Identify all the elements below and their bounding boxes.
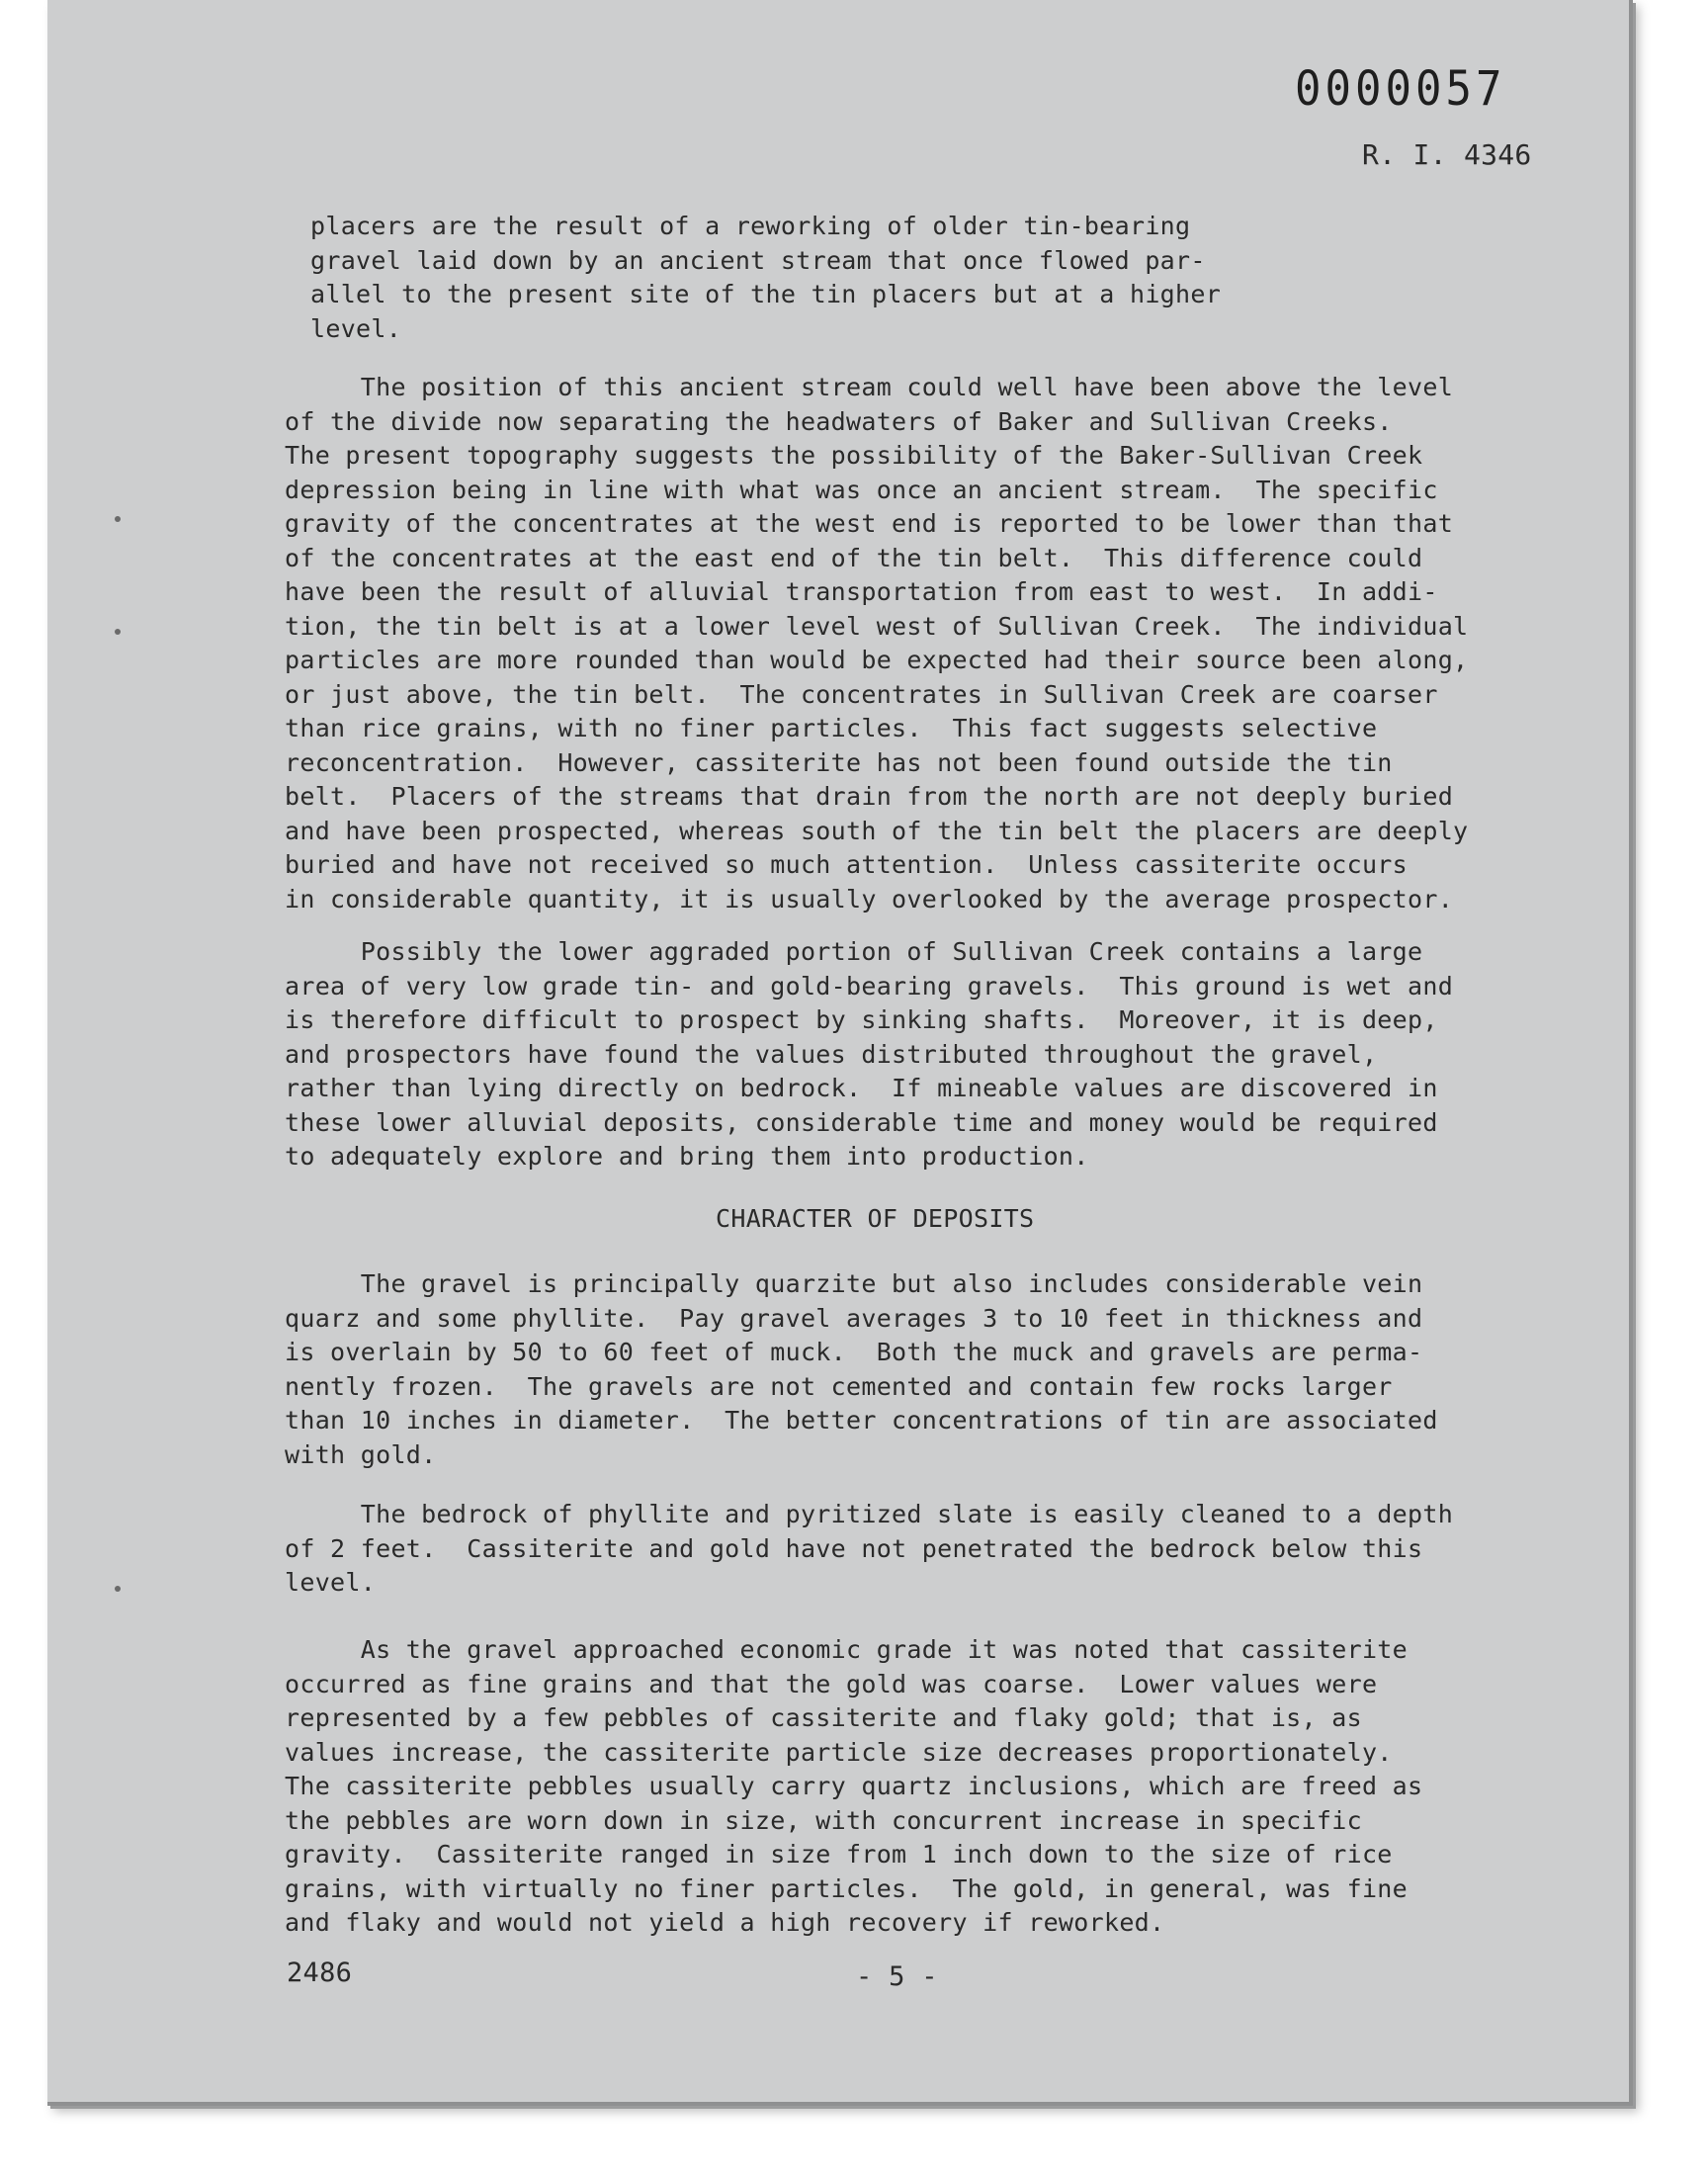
text-line: in considerable quantity, it is usually overlooked by the average prospector. — [285, 884, 1454, 914]
punch-mark — [115, 516, 121, 522]
text-line: The cassiterite pebbles usually carry quartz inclusions, which are freed as — [285, 1772, 1423, 1800]
paragraph-2 — [285, 371, 1609, 916]
text-line: values increase, the cassiterite particle size decreases proportionately. — [285, 1737, 1393, 1767]
text-line: grains, with virtually no finer particles. The gold, in general, was fine — [285, 1873, 1408, 1903]
text-line: rather than lying directly on bedrock. If mineable values are discovered in — [285, 1074, 1438, 1102]
paragraph-4 — [285, 1267, 1609, 1472]
text-line: belt. Placers of the streams that drain from the north are not deeply buried — [285, 782, 1454, 811]
section-heading: CHARACTER OF DEPOSITS — [716, 1204, 1035, 1233]
text-line: reconcentration. However, cassiterite has not been found outside the tin — [285, 747, 1393, 777]
page-number: - 5 - — [856, 1961, 938, 1992]
text-line: quarz and some phyllite. Pay gravel averages 3 to 10 feet in thickness and — [285, 1303, 1423, 1333]
text-line: allel to the present site of the tin placers but at a higher — [310, 280, 1222, 308]
text-line: buried and have not received so much attention. Unless cassiterite occurs — [285, 850, 1408, 879]
text-line: As the gravel approached economic grade it was noted that cassiterite — [285, 1635, 1408, 1664]
document-number: 0000057 — [1295, 61, 1506, 118]
text-line: of 2 feet. Cassiterite and gold have not penetrated the bedrock below this — [285, 1533, 1423, 1563]
paragraph-3 — [285, 935, 1609, 1174]
text-line: the pebbles are worn down in size, with concurrent increase in specific — [285, 1805, 1362, 1835]
text-line: The gravel is principally quarzite but also includes considerable vein — [285, 1269, 1423, 1298]
text-line: gravity. Cassiterite ranged in size from 1 inch down to the size of rice — [285, 1840, 1393, 1869]
text-line: area of very low grade tin- and gold-bearing gravels. This ground is wet and — [285, 971, 1454, 1000]
text-line: placers are the result of a reworking of older tin-bearing — [310, 212, 1191, 240]
text-line: of the concentrates at the east end of the tin belt. This difference could — [285, 543, 1423, 572]
text-line: level. — [285, 1568, 377, 1597]
text-line: The bedrock of phyllite and pyritized slate is easily cleaned to a depth — [285, 1500, 1454, 1528]
text-line: nently frozen. The gravels are not cemented and contain few rocks larger — [285, 1371, 1393, 1401]
paragraph-5 — [285, 1498, 1609, 1601]
text-line: tion, the tin belt is at a lower level west of Sullivan Creek. The individual — [285, 611, 1469, 641]
text-line: level. — [310, 313, 402, 343]
text-line: The position of this ancient stream could well have been above the level — [285, 373, 1454, 401]
text-line: than 10 inches in diameter. The better concentrations of tin are associated — [285, 1406, 1438, 1435]
text-line: occurred as fine grains and that the gold was coarse. Lower values were — [285, 1669, 1378, 1698]
document-page — [47, 0, 1633, 2106]
text-line: these lower alluvial deposits, considerable time and money would be required — [285, 1107, 1438, 1137]
punch-mark — [115, 1586, 121, 1592]
text-line: is therefore difficult to prospect by sinking shafts. Moreover, it is deep, — [285, 1005, 1438, 1034]
text-line: depression being in line with what was once an ancient stream. The specific — [285, 475, 1438, 504]
text-line: gravity of the concentrates at the west end is reported to be lower than that — [285, 509, 1454, 538]
text-line: to adequately explore and bring them into production. — [285, 1142, 1089, 1171]
text-line: with gold. — [285, 1439, 437, 1469]
text-line: have been the result of alluvial transportation from east to west. In addi- — [285, 577, 1438, 606]
punch-mark — [115, 629, 121, 635]
text-line: and flaky and would not yield a high recovery if reworked. — [285, 1908, 1165, 1937]
paragraph-1 — [310, 210, 1635, 346]
text-line: and prospectors have found the values distributed throughout the gravel, — [285, 1039, 1378, 1069]
report-number: R. I. 4346 — [1362, 138, 1532, 171]
paragraph-6 — [285, 1633, 1609, 1941]
text-line: particles are more rounded than would be expected had their source been along, — [285, 646, 1469, 674]
text-line: The present topography suggests the possibility of the Baker-Sullivan Creek — [285, 441, 1423, 470]
footer-code: 2486 — [287, 1958, 353, 1988]
text-line: than rice grains, with no finer particles. This fact suggests selective — [285, 714, 1378, 742]
text-line: Possibly the lower aggraded portion of Sullivan Creek contains a large — [285, 937, 1423, 966]
text-line: gravel laid down by an ancient stream that once flowed par- — [310, 245, 1206, 275]
text-line: is overlain by 50 to 60 feet of muck. Both the muck and gravels are perma- — [285, 1338, 1423, 1366]
text-line: of the divide now separating the headwaters of Baker and Sullivan Creeks. — [285, 406, 1393, 436]
text-line: and have been prospected, whereas south of the tin belt the placers are deeply — [285, 816, 1469, 845]
text-line: represented by a few pebbles of cassiterite and flaky gold; that is, as — [285, 1703, 1362, 1732]
text-line: or just above, the tin belt. The concentrates in Sullivan Creek are coarser — [285, 679, 1438, 709]
